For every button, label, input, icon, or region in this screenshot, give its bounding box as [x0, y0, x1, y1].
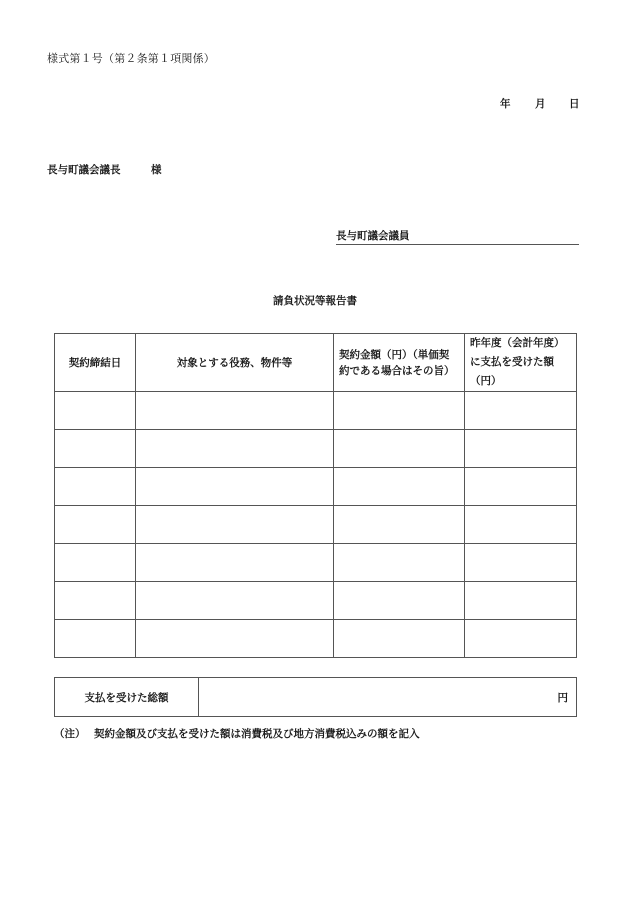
- table-row: [55, 392, 577, 430]
- table-cell[interactable]: [334, 506, 465, 544]
- total-label: 支払を受けた総額: [55, 678, 199, 717]
- table-row: [55, 430, 577, 468]
- table-cell[interactable]: [334, 430, 465, 468]
- table-cell[interactable]: [465, 468, 577, 506]
- form-number: 様式第１号（第２条第１項関係）: [47, 52, 215, 65]
- table-cell[interactable]: [55, 430, 136, 468]
- submitter-name-field[interactable]: 長与町議会議員: [336, 228, 579, 245]
- table-row: [55, 468, 577, 506]
- table-row: [55, 620, 577, 658]
- table-cell[interactable]: [465, 582, 577, 620]
- table-header-row: [55, 334, 577, 392]
- total-amount-field[interactable]: [199, 678, 577, 717]
- table-cell[interactable]: [136, 544, 334, 582]
- table-cell[interactable]: [136, 468, 334, 506]
- table-cell[interactable]: [136, 392, 334, 430]
- date-day: 日: [569, 98, 580, 110]
- column-header-contract-amount: 契約金額（円）（単価契約である場合はその旨）: [334, 334, 465, 392]
- table-cell[interactable]: [334, 582, 465, 620]
- total-row: [55, 678, 577, 717]
- table-row: [55, 506, 577, 544]
- table-cell[interactable]: [334, 544, 465, 582]
- table-cell[interactable]: [55, 544, 136, 582]
- document-title: 請負状況等報告書: [273, 295, 357, 307]
- footnote-label: （注）: [54, 728, 86, 740]
- total-table: [54, 677, 577, 717]
- table-cell[interactable]: [136, 430, 334, 468]
- honorific: 様: [151, 164, 162, 176]
- table-cell[interactable]: [465, 506, 577, 544]
- table-cell[interactable]: [465, 620, 577, 658]
- column-header-last-year-paid: 昨年度（会計年度）に支払を受けた額（円）: [465, 334, 577, 392]
- total-unit: 円: [557, 691, 568, 704]
- addressee: 長与町議会議長: [47, 164, 121, 176]
- column-header-contract-date: 契約締結日: [55, 334, 136, 392]
- footnote-text: 契約金額及び支払を受けた額は消費税及び地方消費税込みの額を記入: [94, 728, 420, 740]
- table-cell[interactable]: [55, 468, 136, 506]
- table-cell[interactable]: [334, 620, 465, 658]
- table-cell[interactable]: [55, 506, 136, 544]
- date-year: 年: [500, 98, 511, 110]
- table-cell[interactable]: [136, 582, 334, 620]
- table-cell[interactable]: [55, 620, 136, 658]
- table-cell[interactable]: [55, 582, 136, 620]
- table-cell[interactable]: [334, 392, 465, 430]
- table-cell[interactable]: [136, 506, 334, 544]
- table-cell[interactable]: [334, 468, 465, 506]
- table-cell[interactable]: [465, 430, 577, 468]
- column-header-subject: 対象とする役務、物件等: [136, 334, 334, 392]
- table-row: [55, 582, 577, 620]
- table-cell[interactable]: [55, 392, 136, 430]
- report-table: [54, 333, 577, 658]
- footnote: [54, 726, 420, 741]
- table-cell[interactable]: [136, 620, 334, 658]
- table-cell[interactable]: [465, 544, 577, 582]
- table-cell[interactable]: [465, 392, 577, 430]
- date-month: 月: [535, 98, 546, 110]
- table-row: [55, 544, 577, 582]
